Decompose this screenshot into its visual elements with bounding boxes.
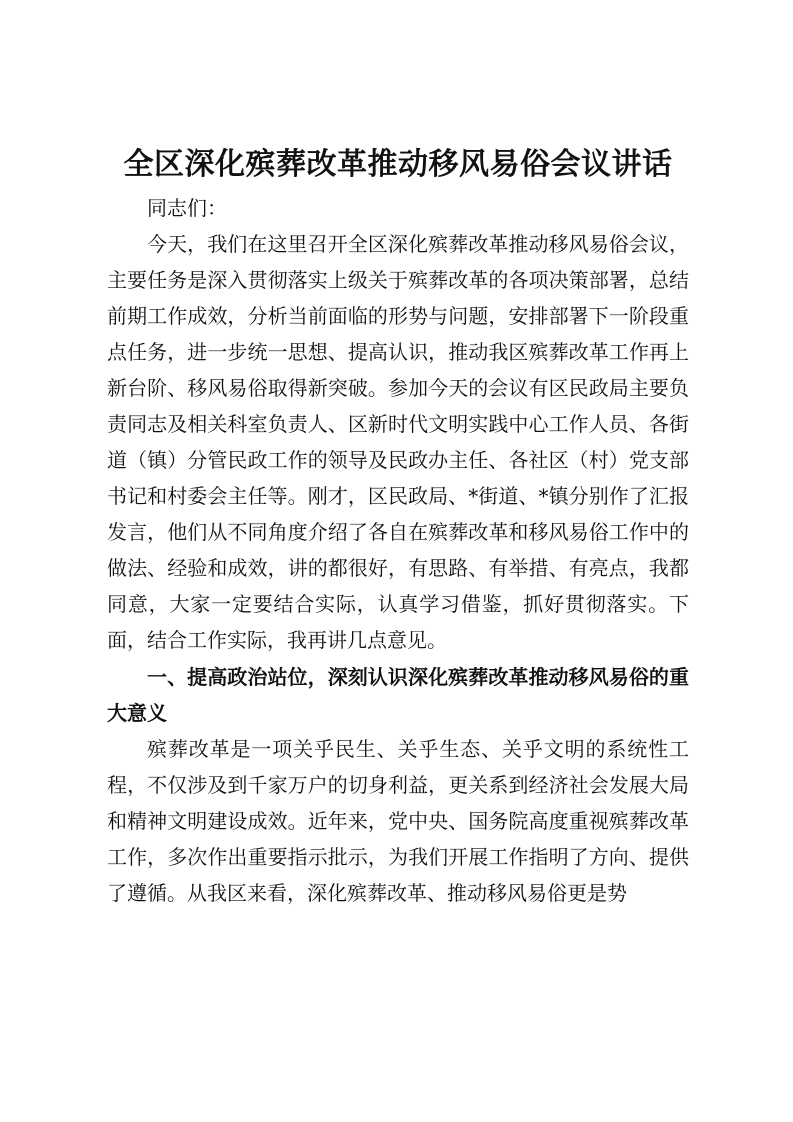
intro-paragraph: 今天，我们在这里召开全区深化殡葬改革推动移风易俗会议，主要任务是深入贯彻落实上级关于殡葬改革的各项决策部署，总结前期工作成效，分析当前面临的形势与问题，安排部署下一阶段重点任务，进一步统一思想、提高认识，推动我区殡葬改革工作再上新台阶、移风易俗取得新突破。参加今天的会议有区民政局主要负责同志及相关科室负责人、区新时代文明实践中心工作人员、各街道（镇）分管民政工作的领导及民政办主任、各社区（村）党支部书记和村委会主任等。刚才，区民政局、*街道、*镇分别作了汇报发言，他们从不同角度介绍了各自在殡葬改革和移风易俗工作中的做法、经验和成效，讲的都很好，有思路、有举措、有亮点，我都同意，大家一定要结合实际，认真学习借鉴，抓好贯彻落实。下面，结合工作实际，我再讲几点意见。 <box>107 232 689 652</box>
salutation: 同志们： <box>147 196 227 220</box>
section-heading: 一、提高政治站位，深刻认识深化殡葬改革推动移风易俗的重大意义 <box>107 665 689 725</box>
document-title: 全区深化殡葬改革推动移风易俗会议讲话 <box>123 147 673 182</box>
document-body <box>107 142 689 911</box>
section-paragraph: 殡葬改革是一项关乎民生、关乎生态、关乎文明的系统性工程，不仅涉及到千家万户的切身利益，更关系到经济社会发展大局和精神文明建设成效。近年来，党中央、国务院高度重视殡葬改革工作，多次作出重要指示批示，为我们开展工作指明了方向、提供了遵循。从我区来看，深化殡葬改革、推动移风易俗更是势 <box>107 737 689 905</box>
